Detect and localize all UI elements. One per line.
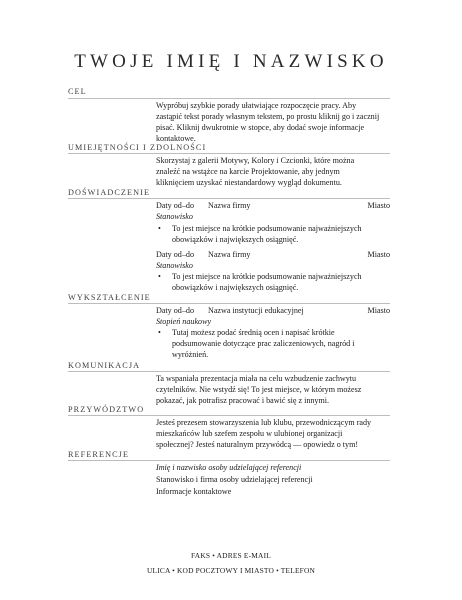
section-label-leadership[interactable]: PRZYWÓDZTWO	[68, 405, 145, 414]
section-divider	[68, 415, 390, 416]
reference-name[interactable]: Imię i nazwisko osoby udzielającej referencji	[156, 463, 302, 472]
goal-line: kontaktowe.	[156, 134, 196, 143]
leadership-text[interactable]	[156, 417, 388, 450]
job-dates: Daty od–do	[156, 201, 194, 210]
bullet-marker: •	[158, 272, 161, 281]
job-title[interactable]: Stanowisko	[156, 261, 193, 270]
communication-line: Ta wspaniała prezentacja miała na celu wzbudzenie zachwytu	[156, 374, 357, 383]
education-school: Nazwa instytucji edukacyjnej	[208, 306, 304, 315]
resume-name-heading[interactable]: TWOJE IMIĘ I NAZWISKO	[74, 51, 388, 72]
bullet-line: wyróżnień.	[172, 350, 209, 359]
job-bullet[interactable]	[156, 271, 388, 293]
section-label-goal[interactable]: CEL	[68, 87, 87, 96]
job-company: Nazwa firmy	[208, 250, 251, 259]
reference-position[interactable]: Stanowisko i firma osoby udzielającej referencji	[156, 475, 313, 484]
education-bullet[interactable]	[156, 327, 388, 360]
job-company: Nazwa firmy	[208, 201, 251, 210]
communication-line: czytelników. Nie wstydź się! To jest miejsce, w którym możesz	[156, 385, 362, 394]
communication-line: pokazać, jak potrafisz pracować i bawić się z innymi.	[156, 396, 330, 405]
bullet-line: To jest miejsce na krótkie podsumowanie najważniejszych	[172, 224, 362, 233]
job-header-row[interactable]	[156, 200, 390, 211]
bullet-line: podsumowanie dotyczące prac zaliczeniowych, nagród i	[172, 339, 355, 348]
job-dates: Daty od–do	[156, 250, 194, 259]
footer-contact-line-2[interactable]: ULICA • KOD POCZTOWY I MIASTO • TELEFON	[146, 566, 316, 575]
section-divider	[68, 153, 390, 154]
skills-line: kliknięciem uzyskać niestandardowy wygląd dokumentu.	[156, 178, 342, 187]
job-city: Miasto	[367, 201, 390, 210]
education-city: Miasto	[367, 306, 390, 315]
section-label-experience[interactable]: DOŚWIADCZENIE	[68, 188, 151, 197]
bullet-marker: •	[158, 328, 161, 337]
skills-line: znaleźć na wstążce na karcie Projektowanie, aby jednym	[156, 167, 340, 176]
section-label-communication[interactable]: KOMUNIKACJA	[68, 361, 141, 370]
bullet-line: obowiązków i największych osiągnięć.	[172, 235, 299, 244]
skills-line: Skorzystaj z galerii Motywy, Kolory i Czcionki, które można	[156, 156, 355, 165]
section-divider	[68, 460, 390, 461]
section-label-references[interactable]: REFERENCJE	[68, 450, 130, 459]
leadership-line: Jesteś prezesem stowarzyszenia lub klubu, przewodniczącym rady	[156, 418, 372, 427]
section-divider	[68, 371, 390, 372]
job-header-row[interactable]	[156, 249, 390, 260]
goal-line: Wypróbuj szybkie porady ułatwiające rozpoczęcie pracy. Aby	[156, 101, 357, 110]
bullet-line: To jest miejsce na krótkie podsumowanie najważniejszych	[172, 272, 362, 281]
section-label-skills[interactable]: UMIEJĘTNOŚCI I ZDOLNOŚCI	[68, 143, 207, 152]
communication-text[interactable]	[156, 373, 388, 406]
reference-contact[interactable]: Informacje kontaktowe	[156, 487, 232, 496]
section-label-education[interactable]: WYKSZTAŁCENIE	[68, 293, 151, 302]
section-divider	[68, 98, 390, 99]
section-divider	[68, 198, 390, 199]
goal-text[interactable]	[156, 100, 388, 144]
bullet-line: obowiązków i największych osiągnięć.	[172, 283, 299, 292]
leadership-line: mieszkańców lub szefem zespołu w ulubionej organizacji	[156, 429, 343, 438]
section-divider	[68, 303, 390, 304]
goal-line: zastąpić tekst porady własnym tekstem, po prostu kliknij go i zacznij	[156, 112, 380, 121]
education-degree[interactable]: Stopień naukowy	[156, 317, 212, 326]
goal-line: pisać. Kliknij dwukrotnie w stopce, aby dodać swoje informacje	[156, 123, 365, 132]
education-dates: Daty od–do	[156, 306, 194, 315]
bullet-marker: •	[158, 224, 161, 233]
skills-text[interactable]	[156, 155, 388, 188]
bullet-line: Tutaj możesz podać średnią ocen i napisać krótkie	[172, 328, 335, 337]
leadership-line: społecznej? Jesteś naturalnym przywódcą — opowiedz o tym!	[156, 440, 359, 449]
job-bullet[interactable]	[156, 223, 388, 245]
education-header-row[interactable]	[156, 305, 390, 316]
job-city: Miasto	[367, 250, 390, 259]
job-title[interactable]: Stanowisko	[156, 212, 193, 221]
footer-contact-line-1[interactable]: FAKS • ADRES E-MAIL	[191, 551, 271, 560]
